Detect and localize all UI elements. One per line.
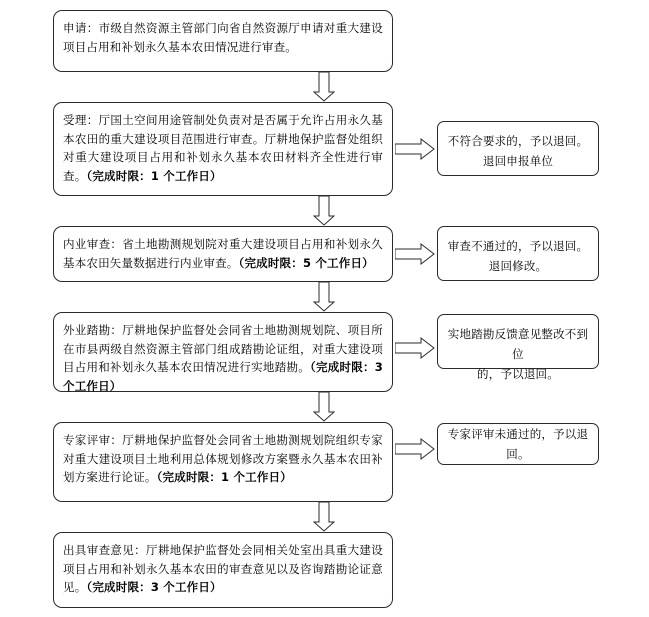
note-node-return-expert-line1: 专家评审未通过的，予以退回。	[447, 426, 589, 461]
arrow-expert-to-return	[395, 438, 435, 460]
note-node-return-internal-line2: 退回修改。	[488, 259, 548, 274]
process-node-issue-opinion	[53, 532, 393, 608]
process-node-accept-label: 受理：厅国土空间用途管制处负责对是否属于允许占用永久基本农田的重大建设项目范围进行审查。厅耕地保护监督处组织对重大建设项目占用和补划永久基本农田材料齐全性进行审查。（完成时限：1 个工作日）	[63, 113, 383, 183]
arrow-apply-to-accept	[313, 72, 335, 102]
note-node-return-expert	[437, 423, 599, 465]
process-node-internal-review	[53, 226, 393, 282]
arrow-accept-to-internal	[313, 196, 335, 226]
note-node-return-internal-line1: 审查不通过的，予以退回。	[447, 239, 589, 253]
note-node-return-field	[437, 314, 599, 382]
arrow-internal-to-return	[395, 243, 435, 265]
process-node-accept	[53, 102, 393, 196]
note-node-return-accept	[437, 121, 599, 176]
arrow-field-to-expert	[313, 392, 335, 422]
process-node-field-survey	[53, 312, 393, 392]
note-node-return-accept-line1: 不符合要求的，予以退回。	[447, 134, 589, 148]
process-node-apply-label: 申请：市级自然资源主管部门向省自然资源厅申请对重大建设项目占用和补划永久基本农田情况进行审查。	[63, 21, 383, 54]
arrow-accept-to-return	[395, 138, 435, 160]
process-node-internal-review-label: 内业审查：省土地勘测规划院对重大建设项目占用和补划永久基本农田矢量数据进行内业审查。（完成时限：5 个工作日）	[63, 237, 383, 270]
process-node-expert-review	[53, 422, 393, 502]
note-node-return-field-line2: 的，予以退回。	[477, 367, 559, 382]
process-node-expert-review-label: 专家评审：厅耕地保护监督处会同省土地勘测规划院组织专家对重大建设项目土地利用总体规划修改方案暨永久基本农田补划方案进行论证。（完成时限：1 个工作日）	[63, 433, 383, 485]
process-node-field-survey-label: 外业踏勘：厅耕地保护监督处会同省土地勘测规划院、项目所在市县两级自然资源主管部门组成踏勘论证组，对重大建设项目占用和补划永久基本农田情况进行实地踏勘。（完成时限：3 个工作日）	[63, 323, 383, 393]
note-node-return-internal	[437, 226, 599, 281]
arrow-expert-to-issue	[313, 502, 335, 532]
arrow-field-to-return	[395, 337, 435, 359]
process-node-issue-opinion-label: 出具审查意见：厅耕地保护监督处会同相关处室出具重大建设项目占用和补划永久基本农田的审查意见以及咨询踏勘论证意见。（完成时限：3 个工作日）	[63, 543, 383, 595]
process-node-apply	[53, 10, 393, 72]
note-node-return-accept-line2: 退回申报单位	[482, 154, 554, 169]
note-node-return-field-line1: 实地踏勘反馈意见整改不到位	[447, 327, 589, 362]
arrow-internal-to-field	[313, 282, 335, 312]
